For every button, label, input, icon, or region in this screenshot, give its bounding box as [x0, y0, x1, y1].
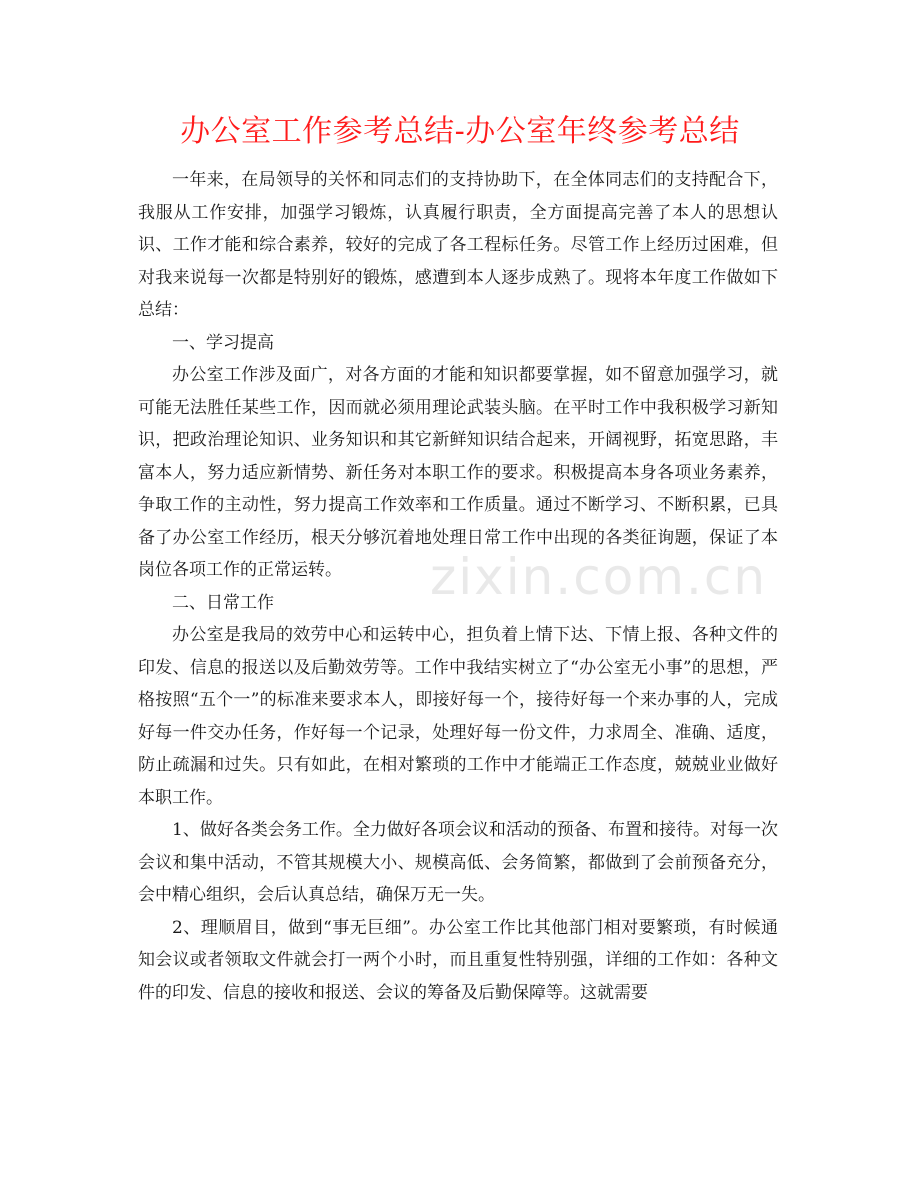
document-title: 办公室工作参考总结-办公室年终参考总结 — [180, 114, 740, 149]
document-body — [138, 164, 778, 1009]
watermark: zixin.com.cn — [430, 548, 768, 606]
paragraph-meetings: 1、做好各类会务工作。全力做好各项会议和活动的预备、布置和接待。对每一次会议和集中活动，不管其规模大小、规模高低、会务简繁，都做到了会前预备充分，会中精心组织，会后认真总结，确保万无一失。 — [138, 820, 778, 905]
paragraph-daily-work: 办公室是我局的效劳中心和运转中心，担负着上情下达、下情上报、各种文件的印发、信息的报送以及后勤效劳等。工作中我结实树立了“办公室无小事”的思想，严格按照“五个一”的标准来要求本人，即接好每一个，接待好每一个来办事的人，完成好每一件交办任务，作好每一个记录，处理好每一份文件，力求周全、准确、适度，防止疏漏和过失。只有如此，在相对繁琐的工作中才能端正工作态度，兢兢业业做好本职工作。 — [138, 625, 778, 808]
paragraph-study: 办公室工作涉及面广，对各方面的才能和知识都要掌握，如不留意加强学习，就可能无法胜任某些工作，因而就必须用理论武装头脑。在平时工作中我积极学习新知识，把政治理论知识、业务知识和其它新鲜知识结合起来，开阔视野，拓宽思路，丰富本人，努力适应新情势、新任务对本职工作的要求。积极提高本身各项业务素养，争取工作的主动性，努力提高工作效率和工作质量。通过不断学习、不断积累，已具备了办公室工作经历，根天分够沉着地处理日常工作中出现的各类征询题，保证了本岗位各项工作的正常运转。 — [138, 365, 778, 580]
paragraph-details: 2、理顺眉目，做到“事无巨细”。办公室工作比其他部门相对要繁琐，有时候通知会议或者领取文件就会打一两个小时，而且重复性特别强，详细的工作如：各种文件的印发、信息的接收和报送、会议的筹备及后勤保障等。这就需要 — [138, 917, 778, 1003]
section-heading-study: 一、学习提高 — [172, 332, 274, 353]
paragraph-intro: 一年来，在局领导的关怀和同志们的支持协助下，在全体同志们的支持配合下，我服从工作安排，加强学习锻炼，认真履行职责，全方面提高完善了本人的思想认识、工作才能和综合素养，较好的完成了各工程标任务。尽管工作上经历过困难，但对我来说每一次都是特别好的锻炼，感遭到本人逐步成熟了。现将本年度工作做如下总结： — [138, 170, 778, 320]
section-heading-daily-work: 二、日常工作 — [172, 592, 274, 613]
